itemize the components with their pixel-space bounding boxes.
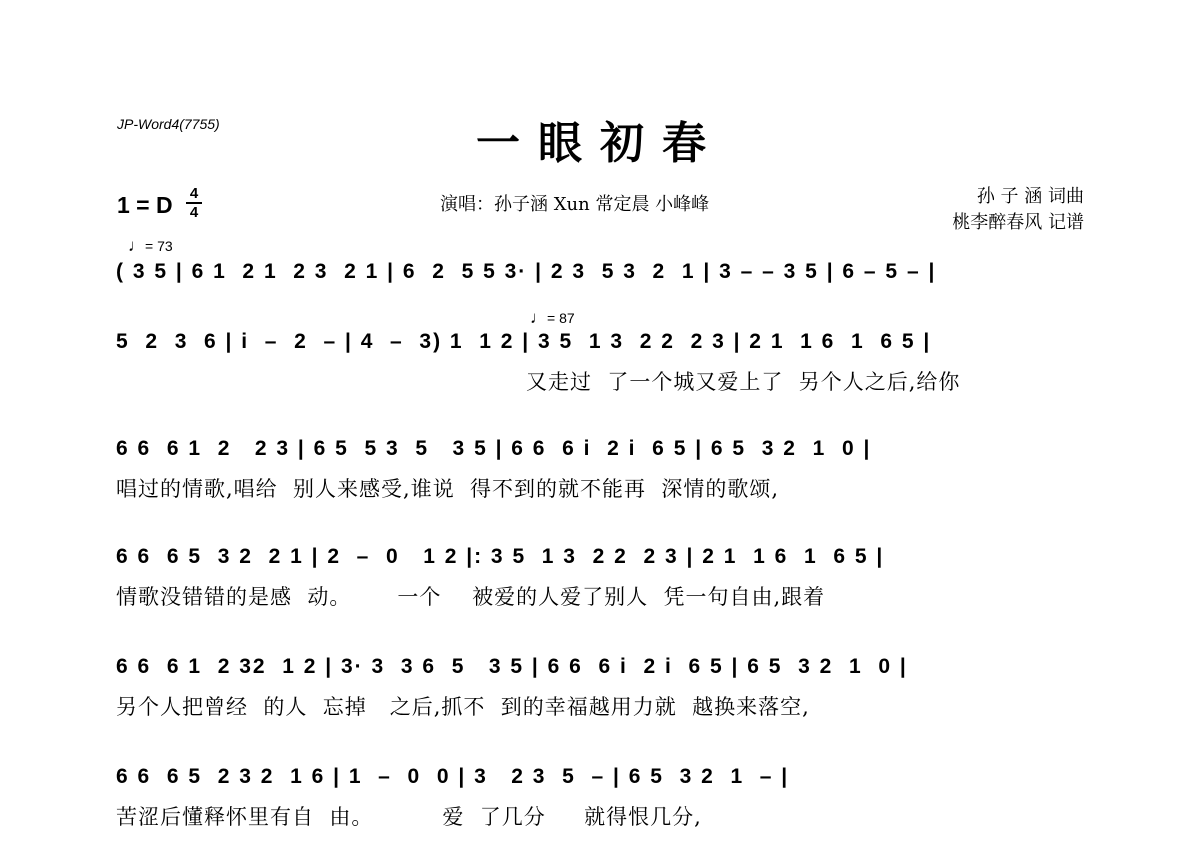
score-line-5 bbox=[116, 650, 1088, 730]
time-signature bbox=[186, 186, 202, 220]
notes-line-4: 6 6 6 5 3 2 2 1 | 2 – 0 1 2 |: 3 5 1 3 2 2 2 3 | 2 1 1 6 1 6 5 | bbox=[116, 545, 885, 568]
lyric-line-4: 情歌没错错的是感 动。 一个 被爱的人爱了别人 凭一句自由,跟着 bbox=[116, 585, 826, 609]
notes-line-5: 6 6 6 1 2 32 1 2 | 3· 3 3 6 5 3 5 | 6 6 6 i 2 i 6 5 | 6 5 3 2 1 0 | bbox=[116, 655, 908, 678]
time-signature-bottom: 4 bbox=[189, 204, 199, 221]
notes-line-1: ( 3 5 | 6 1 2 1 2 3 2 1 | 6 2 5 5 3· | 2 3 5 3 2 1 | 3 – – 3 5 | 6 – 5 – | bbox=[116, 260, 937, 283]
transcriber-credit: 桃李醉春风 记谱 bbox=[952, 212, 1084, 233]
tempo-value-2: = 87 bbox=[547, 310, 575, 326]
score-line-3 bbox=[116, 432, 1088, 512]
score-line-6 bbox=[116, 760, 1088, 840]
tempo-value-1: = 73 bbox=[145, 238, 173, 254]
key-signature: 1 = D bbox=[117, 192, 173, 218]
score-line-4 bbox=[116, 540, 1088, 620]
notes-line-3: 6 6 6 1 2 2 3 | 6 5 5 3 5 3 5 | 6 6 6 i 2 i 6 5 | 6 5 3 2 1 0 | bbox=[116, 437, 872, 460]
song-title: 一眼初春 bbox=[476, 118, 724, 169]
lyricist-composer-credit: 孙 子 涵 词曲 bbox=[976, 186, 1084, 207]
performer-credit: 演唱：孙子涵 Xun 常定晨 小峰峰 bbox=[440, 194, 710, 215]
lyric-line-2: 又走过 了一个城又爱上了 另个人之后,给你 bbox=[526, 370, 961, 394]
notes-line-2: 5 2 3 6 | i – 2 – | 4 – 3) 1 1 2 | 3 5 1 3 2 2 2 3 | 2 1 1 6 1 6 5 | bbox=[116, 330, 932, 353]
score-line-1 bbox=[116, 255, 1088, 335]
lyric-line-5: 另个人把曾经 的人 忘掉 之后,抓不 到的幸福越用力就 越换来落空, bbox=[116, 695, 810, 719]
software-label: JP-Word4(7755) bbox=[117, 116, 220, 132]
tempo-marking-1 bbox=[128, 236, 173, 256]
time-signature-top: 4 bbox=[189, 185, 199, 202]
lyric-line-3: 唱过的情歌,唱给 别人来感受,谁说 得不到的就不能再 深情的歌颂, bbox=[116, 477, 780, 501]
notes-line-6: 6 6 6 5 2 3 2 1 6 | 1 – 0 0 | 3 2 3 5 – | 6 5 3 2 1 – | bbox=[116, 765, 790, 788]
score-line-2 bbox=[116, 325, 1088, 405]
quarter-note-icon: ♩ bbox=[128, 236, 145, 255]
lyric-line-6: 苦涩后懂释怀里有自 由。 爱 了几分 就得恨几分, bbox=[116, 805, 702, 829]
quarter-note-icon: ♩ bbox=[530, 308, 547, 327]
